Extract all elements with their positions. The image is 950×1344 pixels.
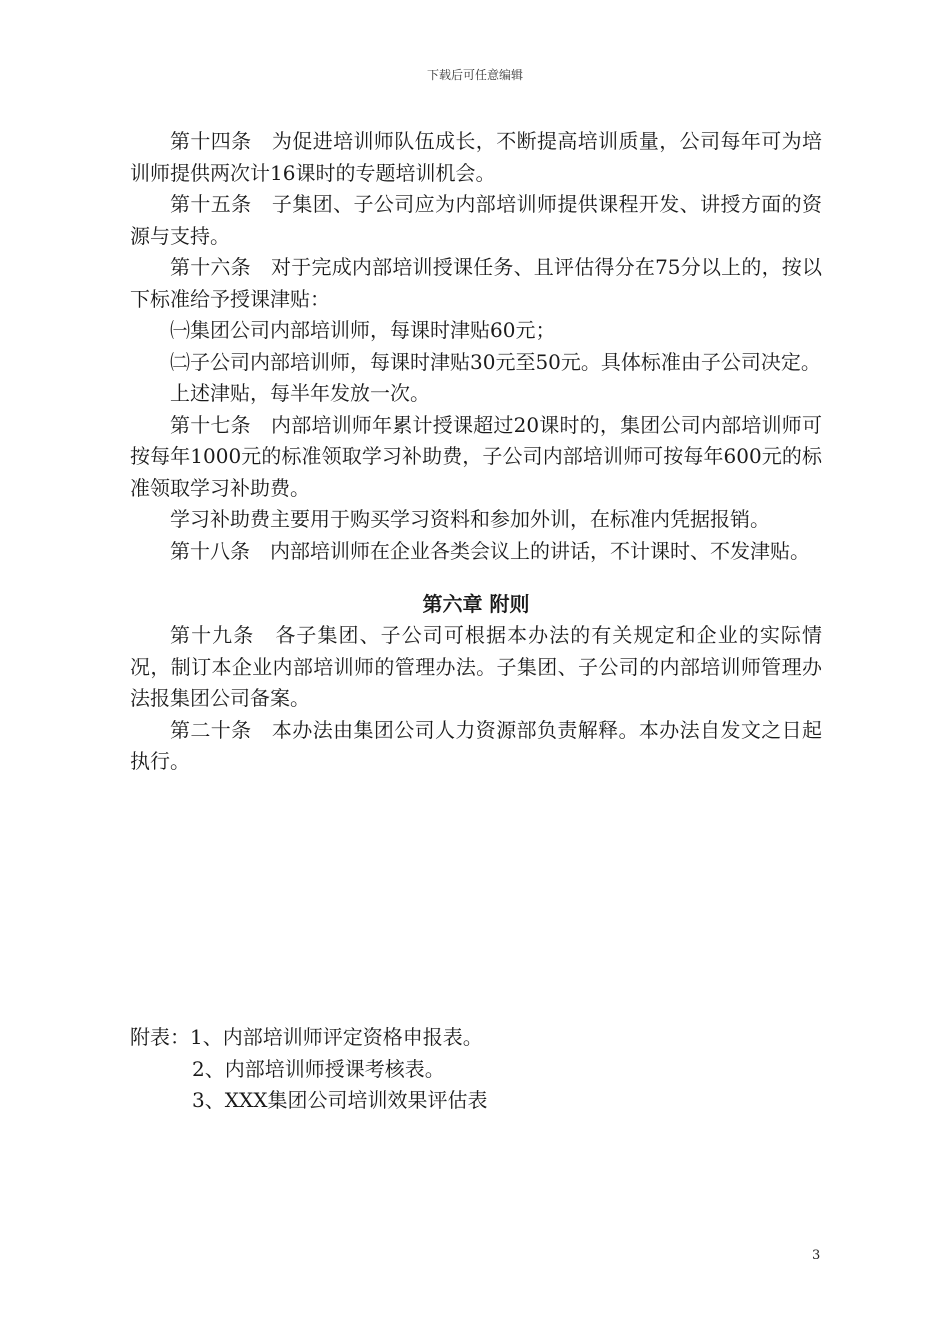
appendix-row-1 [130, 1022, 487, 1054]
article-18: 第十八条 内部培训师在企业各类会议上的讲话，不计课时、不发津贴。 [170, 538, 810, 563]
article-17-note: 学习补助费主要用于购买学习资料和参加外训，在标准内凭据报销。 [170, 507, 770, 531]
article-15: 第十五条 子集团、子公司应为内部培训师提供课程开发、讲授方面的资源与支持。 [130, 192, 822, 248]
chapter-title: 第六章 附则 [422, 592, 530, 616]
appendix-item: 2、内部培训师授课考核表。 [192, 1056, 445, 1081]
appendix-label: 附表： [130, 1025, 190, 1049]
article-17: 第十七条 内部培训师年累计授课超过20课时的，集团公司内部培训师可按每年1000元的标准领取学习补助费，子公司内部培训师可按每年600元的标准领取学习补助费。 [130, 412, 822, 500]
appendix-row-3 [130, 1085, 487, 1117]
article-16-item-1: ㈠集团公司内部培训师，每课时津贴60元； [170, 318, 556, 342]
article-20: 第二十条 本办法由集团公司人力资源部负责解释。本办法自发文之日起执行。 [130, 717, 822, 773]
article-14: 第十四条 为促进培训师队伍成长，不断提高培训质量，公司每年可为培训师提供两次计16课时的专题培训机会。 [130, 129, 822, 185]
appendix-list [130, 1022, 487, 1117]
page-number: 3 [812, 1248, 821, 1263]
appendix-item: 1、内部培训师评定资格申报表。 [190, 1025, 483, 1049]
article-16-note: 上述津贴，每半年发放一次。 [170, 381, 430, 405]
article-16: 第十六条 对于完成内部培训授课任务、且评估得分在75分以上的，按以下标准给予授课津贴： [130, 255, 822, 311]
document-body [130, 126, 822, 778]
appendix-item: 3、XXX集团公司培训效果评估表 [192, 1088, 488, 1112]
page-header: 下载后可任意编辑 [426, 68, 523, 82]
appendix-row-2 [130, 1054, 487, 1086]
article-19: 第十九条 各子集团、子公司可根据本办法的有关规定和企业的实际情况，制订本企业内部培训师的管理办法。子集团、子公司的内部培训师管理办法报集团公司备案。 [130, 623, 822, 710]
article-16-item-2: ㈡子公司内部培训师，每课时津贴30元至50元。具体标准由子公司决定。 [170, 349, 821, 374]
